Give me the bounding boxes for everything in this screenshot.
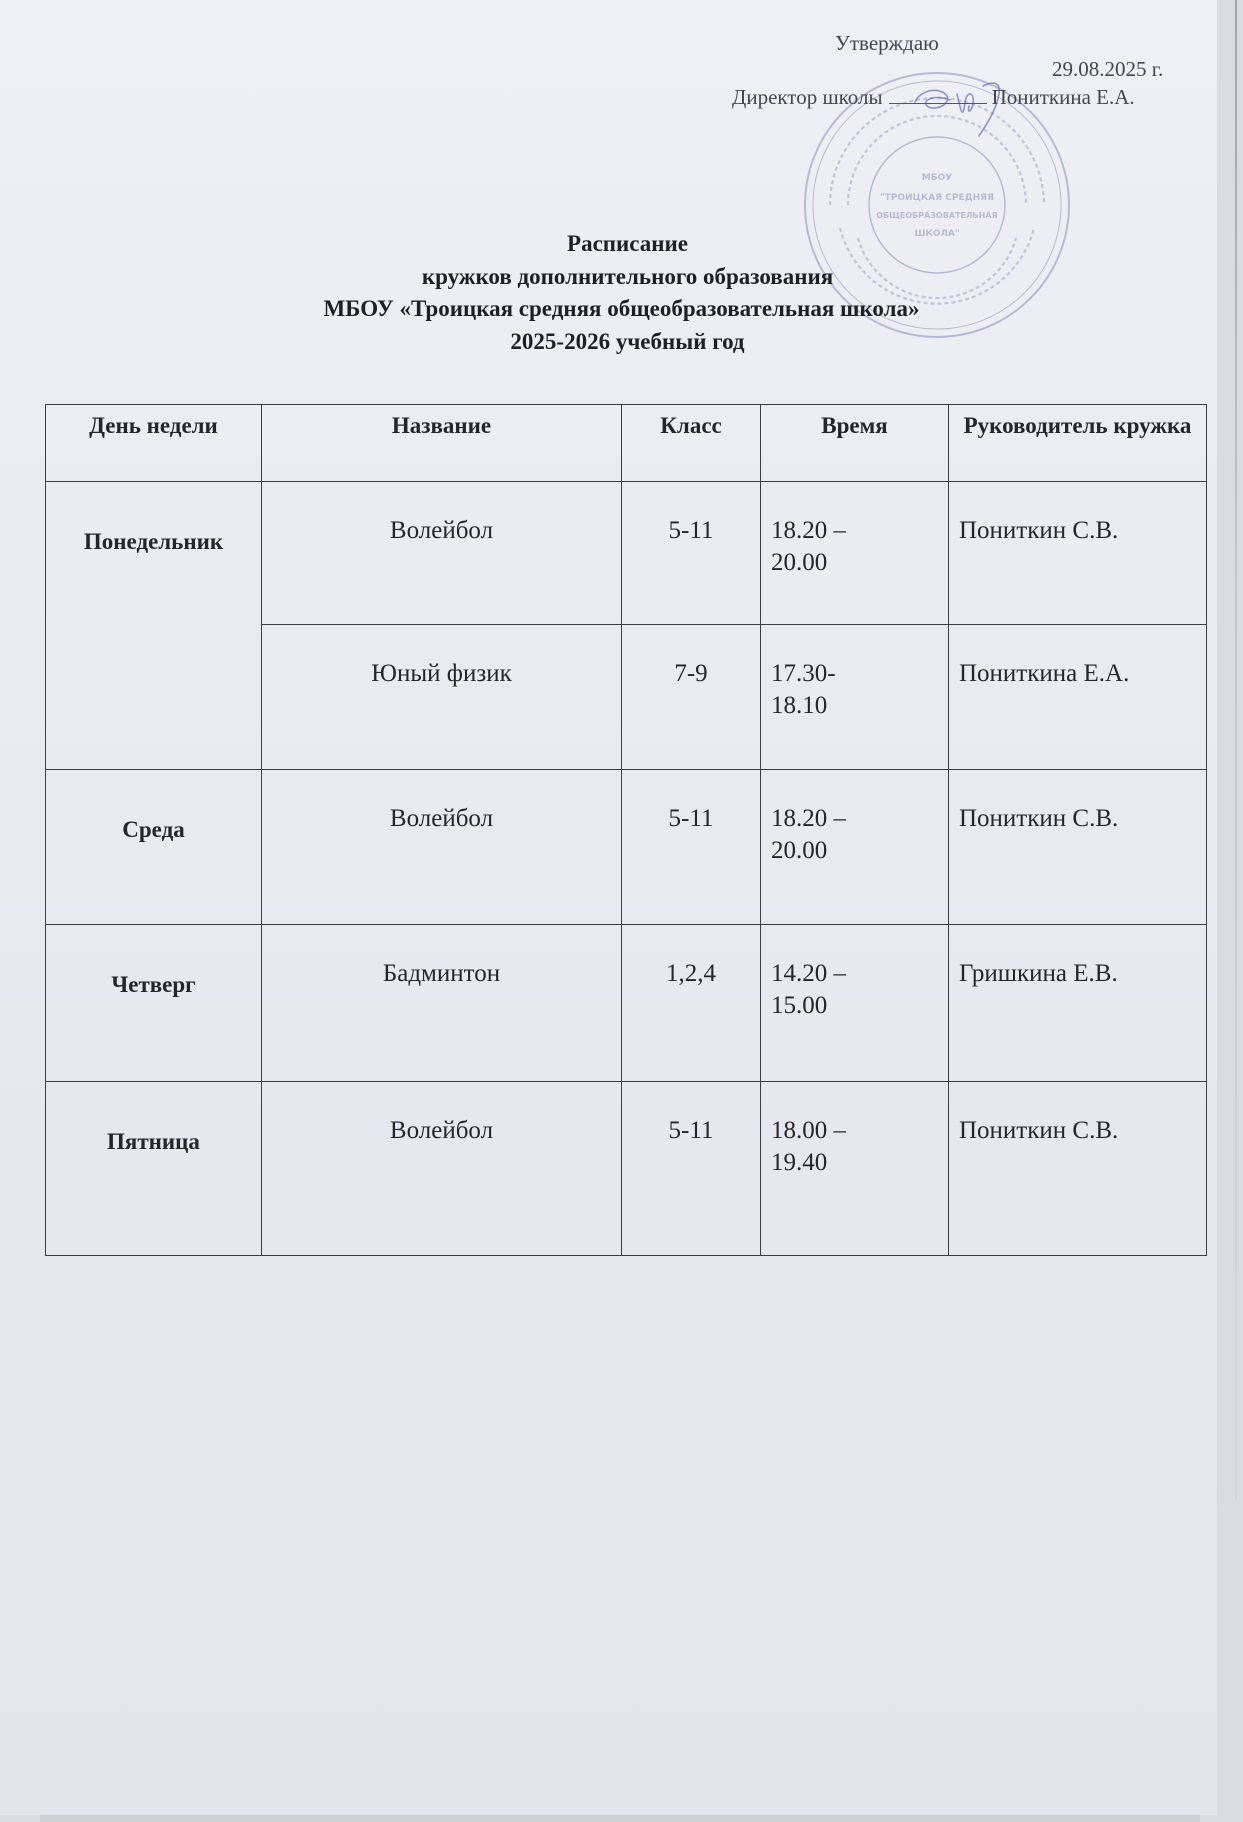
time-start: 18.20 –: [771, 805, 846, 832]
svg-text:ОБЩЕОБРАЗОВАТЕЛЬНАЯ: ОБЩЕОБРАЗОВАТЕЛЬНАЯ: [876, 211, 998, 220]
time-end: 15.00: [771, 992, 828, 1019]
svg-text:"ТРОИЦКАЯ СРЕДНЯЯ: "ТРОИЦКАЯ СРЕДНЯЯ: [879, 193, 995, 203]
header-class: Класс: [622, 405, 761, 482]
table-row: [46, 925, 1207, 1082]
cell-leader: Пониткина Е.А.: [949, 625, 1207, 770]
title-line-1: Расписание: [567, 231, 688, 256]
cell-time: [761, 770, 949, 925]
time-start: 14.20 –: [771, 960, 846, 987]
cell-class: 1,2,4: [622, 925, 761, 1082]
cell-time: [761, 625, 949, 770]
document-title: [0, 228, 1243, 358]
table-row: [46, 482, 1207, 625]
header-leader: Руководитель кружка: [949, 405, 1207, 482]
cell-name: Волейбол: [262, 482, 622, 625]
cell-leader: Пониткин С.В.: [949, 770, 1207, 925]
time-start: 18.00 –: [771, 1117, 846, 1144]
director-position: Директор школы: [732, 85, 883, 109]
schedule-table: [45, 404, 1207, 1256]
header-name: Название: [262, 405, 622, 482]
title-line-4: 2025-2026 учебный год: [510, 328, 745, 354]
table-header-row: [46, 405, 1207, 482]
time-start: 18.20 –: [771, 517, 846, 544]
page-edge-line: [1235, 0, 1237, 1500]
cell-day: Четверг: [46, 925, 262, 1082]
cell-class: 5-11: [622, 770, 761, 925]
cell-leader: Пониткин С.В.: [949, 1082, 1207, 1256]
cell-name: Бадминтон: [262, 925, 622, 1082]
cell-day: Понедельник: [46, 482, 262, 770]
cell-class: 7-9: [622, 625, 761, 770]
title-line-3: МБОУ «Троицкая средняя общеобразовательная школа»: [323, 296, 920, 321]
time-end: 18.10: [771, 692, 828, 719]
header-time: Время: [761, 405, 949, 482]
time-end: 20.00: [771, 837, 828, 864]
cell-leader: Гришкина Е.В.: [949, 925, 1207, 1082]
cell-day: Пятница: [46, 1082, 262, 1256]
approval-signature-line: [732, 85, 1135, 110]
approval-date: 29.08.2025 г.: [1052, 57, 1164, 81]
cell-name: Волейбол: [262, 1082, 622, 1256]
approval-heading: Утверждаю: [835, 31, 939, 55]
title-line-2: кружков дополнительного образования: [421, 263, 834, 289]
cell-name: Юный физик: [262, 625, 622, 770]
cell-time: [761, 1082, 949, 1256]
cell-class: 5-11: [622, 1082, 761, 1256]
cell-day: Среда: [46, 770, 262, 925]
header-day: День недели: [46, 405, 262, 482]
cell-time: [761, 482, 949, 625]
cell-leader: Пониткин С.В.: [949, 482, 1207, 625]
svg-text:ШКОЛА": ШКОЛА": [914, 229, 960, 239]
time-start: 17.30-: [771, 660, 836, 687]
time-end: 20.00: [771, 549, 828, 576]
table-row: [46, 770, 1207, 925]
cell-time: [761, 925, 949, 1082]
time-end: 19.40: [771, 1149, 828, 1176]
table-row: [46, 1082, 1207, 1256]
signature-blank: [889, 85, 987, 104]
svg-text:МБОУ: МБОУ: [921, 173, 953, 183]
cell-name: Волейбол: [262, 770, 622, 925]
cell-class: 5-11: [622, 482, 761, 625]
page-bottom-edge: [40, 1815, 1200, 1822]
director-name: Пониткина Е.А.: [991, 85, 1135, 109]
